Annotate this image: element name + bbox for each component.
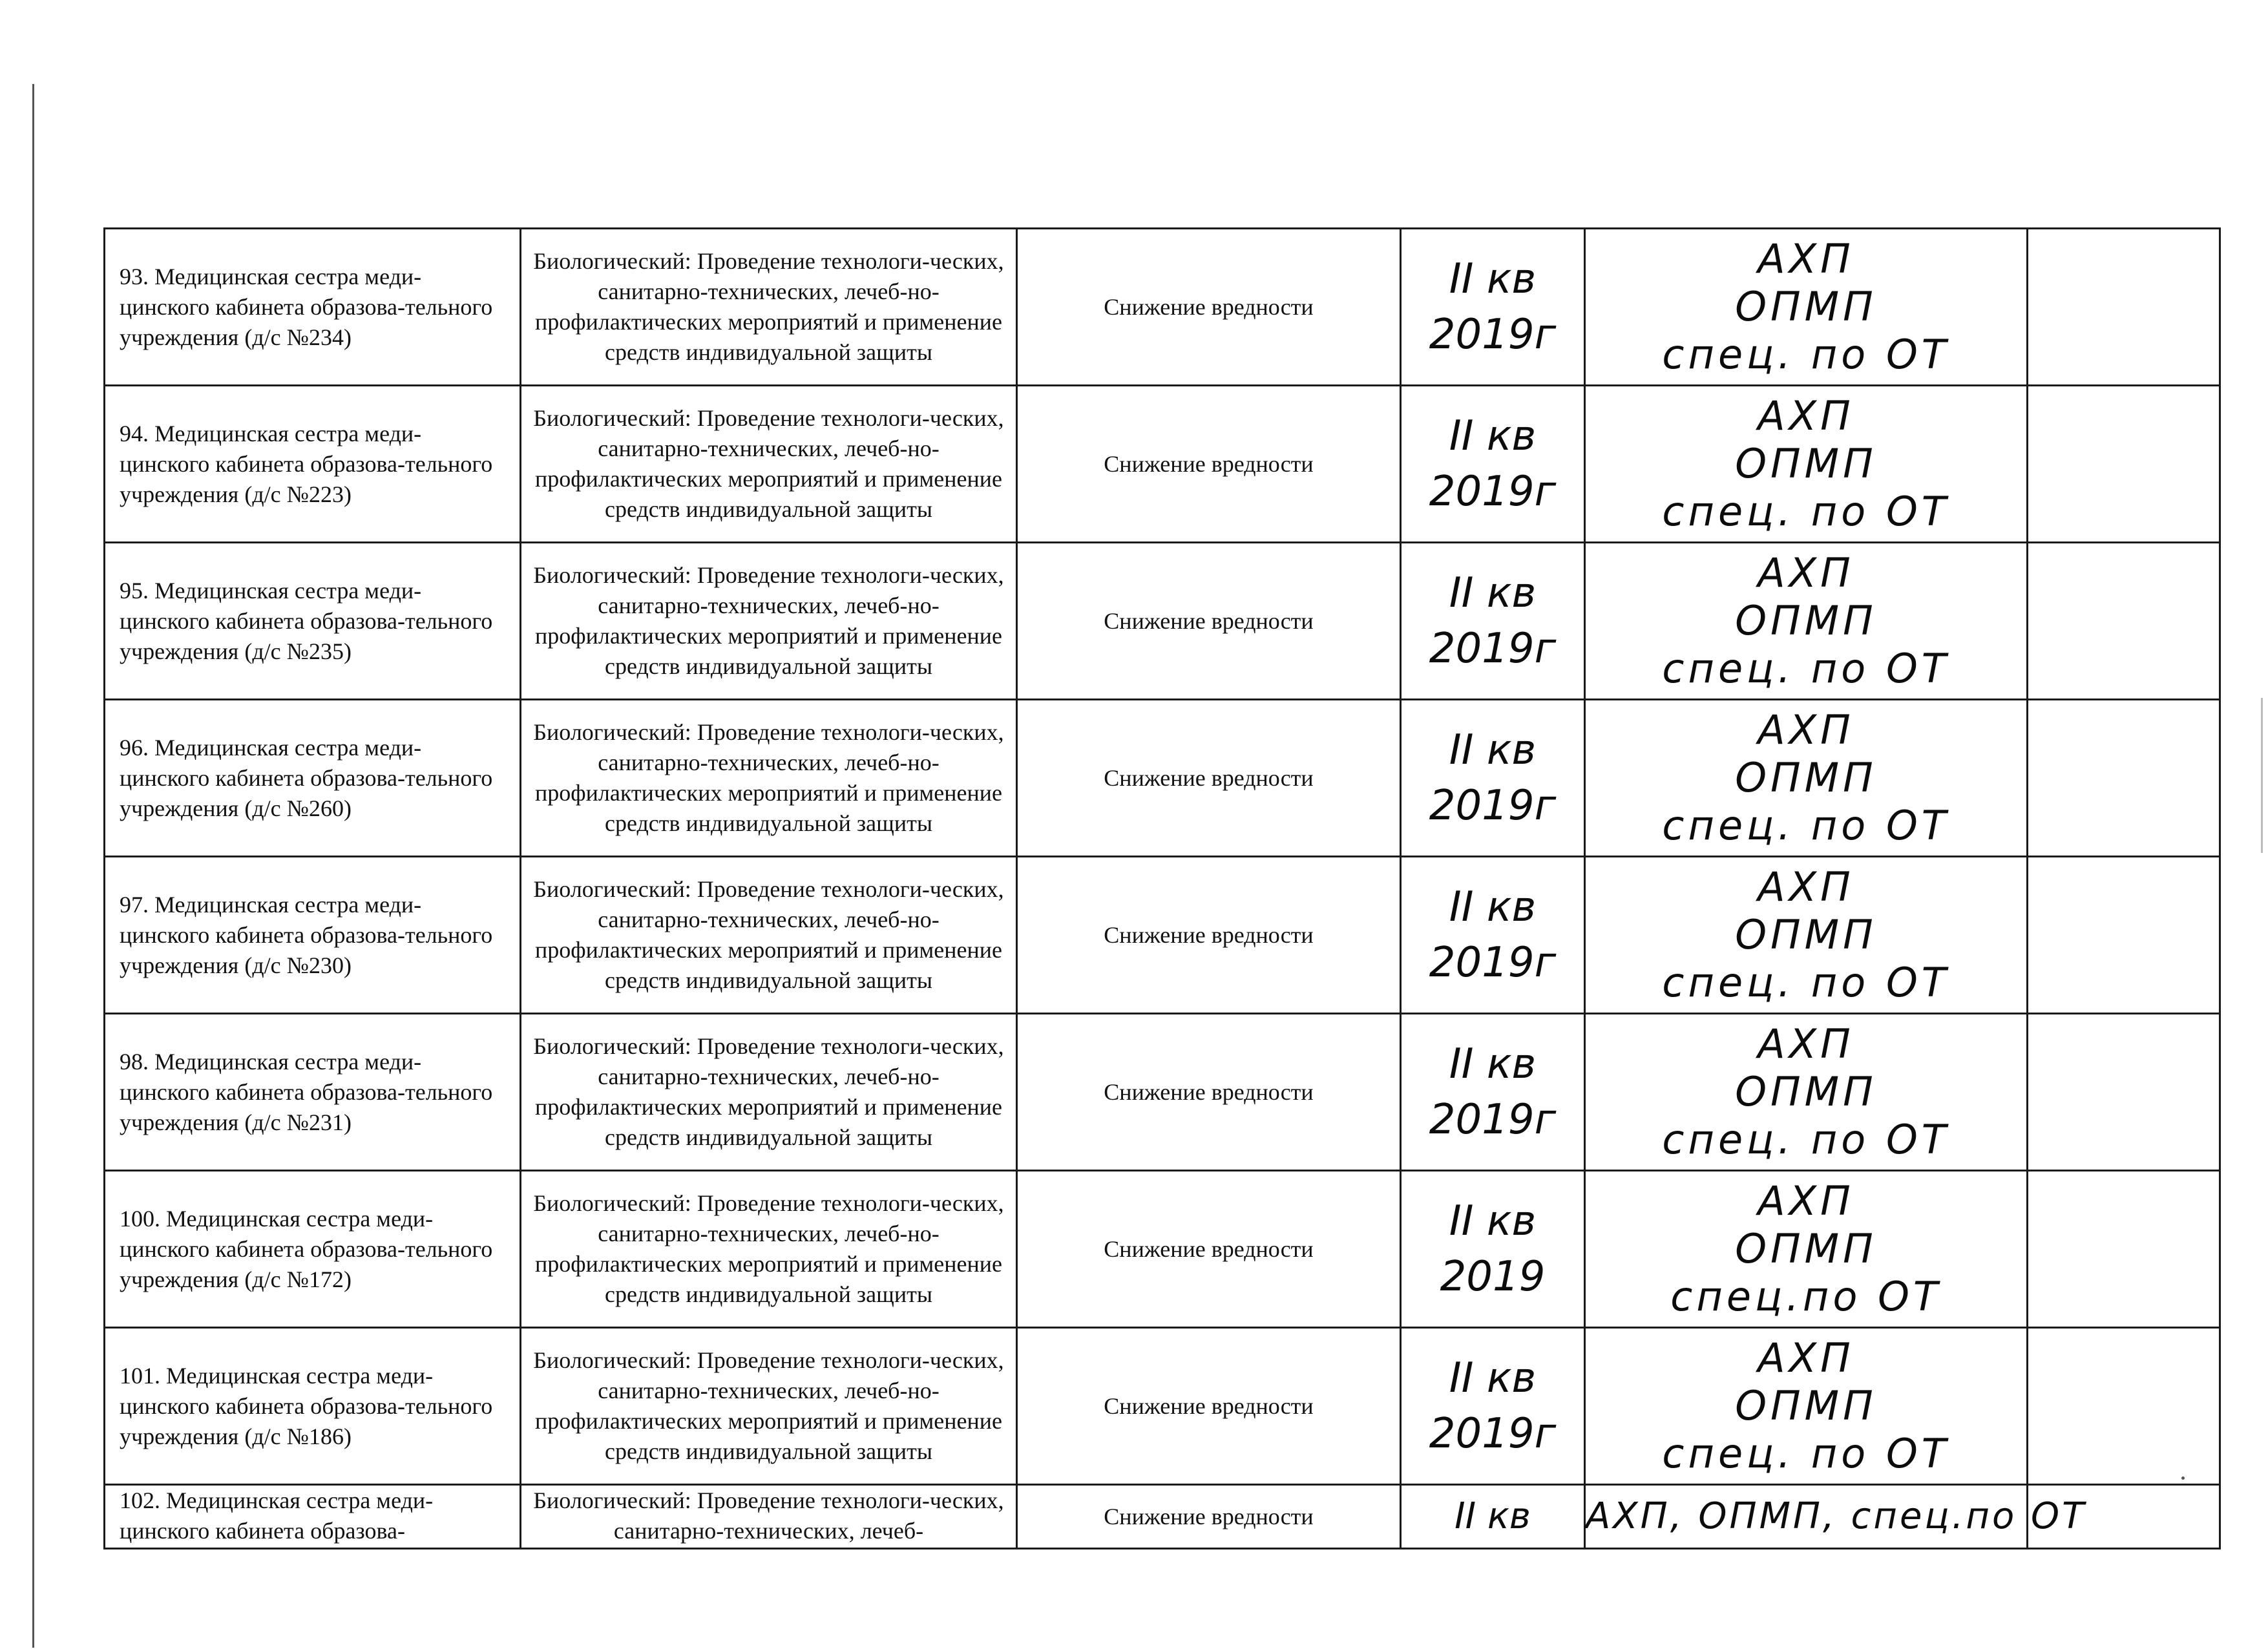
table-row <box>105 229 2220 386</box>
note-cell <box>2028 229 2220 386</box>
table-row <box>105 857 2220 1014</box>
responsible-line: АХП <box>1758 235 1854 282</box>
deadline-quarter: II кв <box>1449 569 1537 617</box>
responsible-line: спец.по ОТ <box>1670 1273 1942 1320</box>
table-row <box>105 1328 2220 1485</box>
deadline-year: 2019г <box>1429 1410 1557 1458</box>
result-cell: Снижение вредности <box>1017 1485 1401 1549</box>
deadline-quarter: II кв <box>1449 1354 1537 1402</box>
note-cell <box>2028 700 2220 857</box>
responsible-line: ОПМП <box>1735 283 1877 330</box>
responsible-cell <box>1585 386 2028 543</box>
responsible-line: АХП <box>1758 706 1854 753</box>
measures-table <box>103 227 2221 1549</box>
job-title-cell: 97. Медицинская сестра меди-цинского кабинета образова-тельного учреждения (д/с №230) <box>105 857 521 1014</box>
responsible-line: ОПМП <box>1735 1068 1877 1115</box>
responsible-cell <box>1585 1171 2028 1328</box>
job-title-cell: 95. Медицинская сестра меди-цинского кабинета образова-тельного учреждения (д/с №235) <box>105 543 521 700</box>
scan-margin-line <box>32 84 34 1648</box>
responsible-line: АХП <box>1758 392 1854 439</box>
table-row <box>105 700 2220 857</box>
note-cell <box>2028 543 2220 700</box>
responsible-line: ОПМП <box>1735 597 1877 644</box>
measure-cell: Биологический: Проведение технологи-ческих, санитарно-технических, лечеб-но-профилактических мероприятий и применение средств индивидуальной защиты <box>521 857 1017 1014</box>
responsible-line: ОПМП <box>1735 911 1877 958</box>
measure-cell: Биологический: Проведение технологи-ческих, санитарно-технических, лечеб-но-профилактических мероприятий и применение средств индивидуальной защиты <box>521 386 1017 543</box>
deadline-cell <box>1401 543 1585 700</box>
deadline-quarter: II кв <box>1449 1040 1537 1088</box>
deadline-cell <box>1401 700 1585 857</box>
measure-cell: Биологический: Проведение технологи-ческих, санитарно-технических, лечеб-но-профилактических мероприятий и применение средств индивидуальной защиты <box>521 700 1017 857</box>
responsible-line: спец. по ОТ <box>1662 488 1950 535</box>
table-row <box>105 1171 2220 1328</box>
measure-cell: Биологический: Проведение технологи-ческих, санитарно-технических, лечеб-но-профилактических мероприятий и применение средств индивидуальной защиты <box>521 1328 1017 1485</box>
deadline-year: 2019 <box>1440 1253 1546 1301</box>
result-cell: Снижение вредности <box>1017 857 1401 1014</box>
deadline-year: 2019г <box>1429 468 1557 516</box>
responsible-line: спец. по ОТ <box>1662 645 1950 692</box>
deadline-cell <box>1401 1171 1585 1328</box>
responsible-line: ОПМП <box>1735 1382 1877 1429</box>
measure-cell: Биологический: Проведение технологи-ческих, санитарно-технических, лечеб-но-профилактических мероприятий и применение средств индивидуальной защиты <box>521 229 1017 386</box>
deadline-year: 2019г <box>1429 1096 1557 1144</box>
responsible-line: спец. по ОТ <box>1662 959 1950 1006</box>
note-cell <box>2028 1171 2220 1328</box>
deadline-cell <box>1401 1485 1585 1549</box>
responsible-cell <box>1585 1328 2028 1485</box>
job-title-cell: 100. Медицинская сестра меди-цинского кабинета образова-тельного учреждения (д/с №172) <box>105 1171 521 1328</box>
job-title-cell: 101. Медицинская сестра меди-цинского кабинета образова-тельного учреждения (д/с №186) <box>105 1328 521 1485</box>
table-row-partial <box>105 1485 2220 1549</box>
deadline-quarter: II кв <box>1449 883 1537 931</box>
job-title-cell: 94. Медицинская сестра меди-цинского кабинета образова-тельного учреждения (д/с №223) <box>105 386 521 543</box>
responsible-cell <box>1585 857 2028 1014</box>
deadline-year: 2019г <box>1429 939 1557 987</box>
deadline-year: 2019г <box>1429 311 1557 359</box>
deadline-year: 2019г <box>1429 625 1557 673</box>
responsible-line: АХП <box>1758 1177 1854 1224</box>
deadline-cell <box>1401 386 1585 543</box>
responsible-line: АХП <box>1758 863 1854 910</box>
scan-edge-mark <box>2261 698 2263 853</box>
responsible-line: спец. по ОТ <box>1662 1116 1950 1163</box>
responsible-cell <box>1585 543 2028 700</box>
table-row <box>105 543 2220 700</box>
note-cell <box>2028 1014 2220 1171</box>
responsible-cell <box>1585 700 2028 857</box>
responsible-cell <box>1585 229 2028 386</box>
result-cell: Снижение вредности <box>1017 386 1401 543</box>
result-cell: Снижение вредности <box>1017 700 1401 857</box>
note-cell <box>2028 1328 2220 1485</box>
deadline-quarter: II кв <box>1449 255 1537 303</box>
responsible-line: АХП <box>1758 1020 1854 1067</box>
result-cell: Снижение вредности <box>1017 543 1401 700</box>
deadline-year: 2019г <box>1429 782 1557 830</box>
job-title-cell: 98. Медицинская сестра меди-цинского кабинета образова-тельного учреждения (д/с №231) <box>105 1014 521 1171</box>
responsible-line: ОПМП <box>1735 440 1877 487</box>
deadline-quarter: II кв <box>1454 1495 1531 1537</box>
measure-cell: Биологический: Проведение технологи-ческих, санитарно-технических, лечеб-но-профилактических мероприятий и применение средств индивидуальной защиты <box>521 1171 1017 1328</box>
responsible-line: АХП <box>1758 549 1854 596</box>
result-cell: Снижение вредности <box>1017 1014 1401 1171</box>
responsible-line: спец. по ОТ <box>1662 1430 1950 1477</box>
measure-cell: Биологический: Проведение технологи-ческих, санитарно-технических, лечеб-но-профилактических мероприятий и применение средств индивидуальной защиты <box>521 1014 1017 1171</box>
measure-cell: Биологический: Проведение технологи-ческих, санитарно-технических, лечеб-но-профилактических мероприятий и применение средств индивидуальной защиты <box>521 543 1017 700</box>
measure-cell: Биологический: Проведение технологи-ческих, санитарно-технических, лечеб- <box>521 1485 1017 1549</box>
deadline-quarter: II кв <box>1449 412 1537 460</box>
responsible-line: ОПМП <box>1735 754 1877 801</box>
deadline-cell <box>1401 1014 1585 1171</box>
deadline-cell <box>1401 1328 1585 1485</box>
note-cell <box>2028 857 2220 1014</box>
responsible-line: АХП <box>1758 1334 1854 1381</box>
measures-table-body <box>105 229 2220 1549</box>
responsible-line: ОПМП <box>1735 1225 1877 1272</box>
note-cell <box>2028 386 2220 543</box>
responsible-line: АХП, ОПМП, спец.по ОТ <box>1586 1495 2087 1537</box>
job-title-cell: 96. Медицинская сестра меди-цинского кабинета образова-тельного учреждения (д/с №260) <box>105 700 521 857</box>
job-title-cell: 93. Медицинская сестра меди-цинского кабинета образова-тельного учреждения (д/с №234) <box>105 229 521 386</box>
responsible-cell <box>1585 1014 2028 1171</box>
deadline-quarter: II кв <box>1449 726 1537 774</box>
result-cell: Снижение вредности <box>1017 229 1401 386</box>
table-row <box>105 386 2220 543</box>
deadline-cell <box>1401 857 1585 1014</box>
table-row <box>105 1014 2220 1171</box>
result-cell: Снижение вредности <box>1017 1328 1401 1485</box>
deadline-quarter: II кв <box>1449 1197 1537 1245</box>
responsible-line: спец. по ОТ <box>1662 802 1950 849</box>
result-cell: Снижение вредности <box>1017 1171 1401 1328</box>
responsible-line: спец. по ОТ <box>1662 331 1950 378</box>
responsible-cell <box>1585 1485 2087 1549</box>
job-title-cell: 102. Медицинская сестра меди-цинского кабинета образова- <box>105 1485 521 1549</box>
deadline-cell <box>1401 229 1585 386</box>
